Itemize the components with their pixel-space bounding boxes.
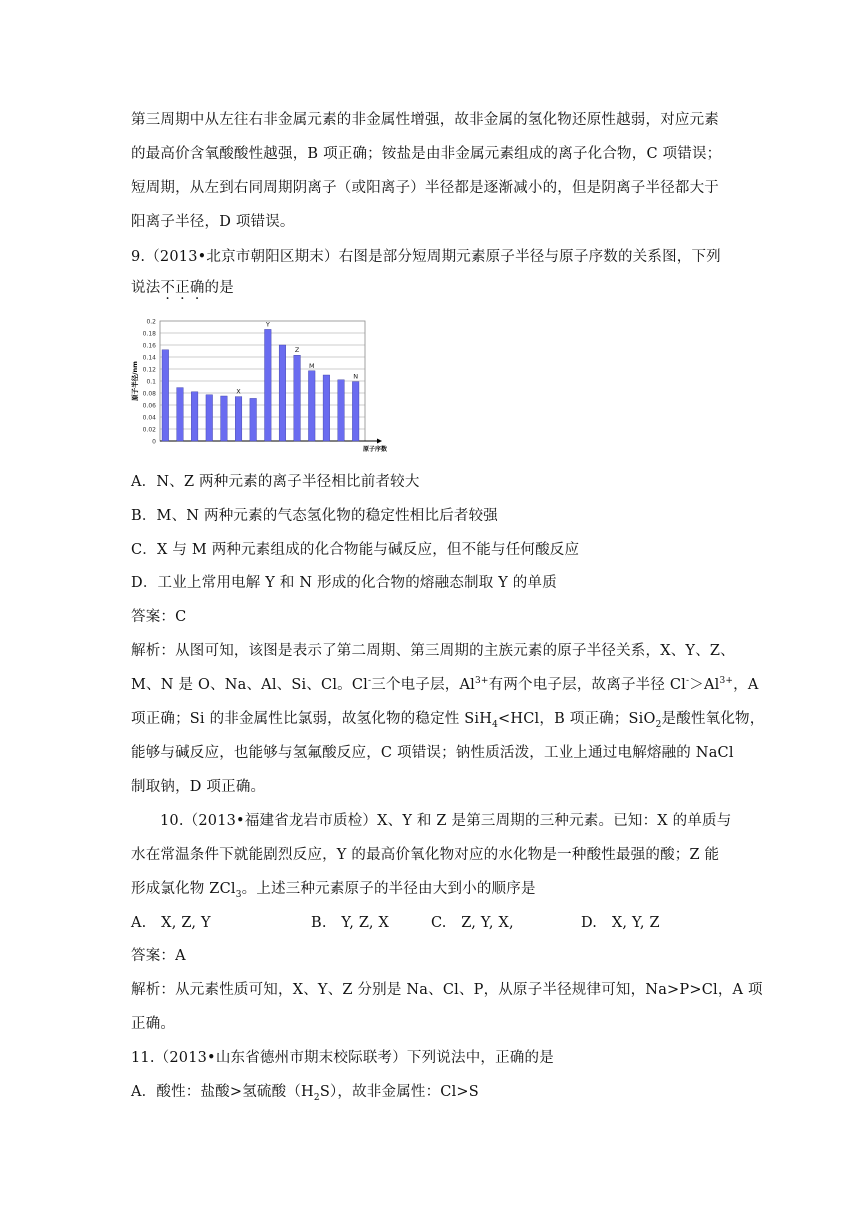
text-segment: 。上述三种元素原子的半径由大到小的顺序是 — [241, 881, 536, 897]
intro-line-4: 阳离子半径，D 项错误。 — [131, 214, 295, 230]
superscript: - — [368, 676, 372, 687]
bar — [177, 388, 184, 441]
bar — [323, 375, 330, 441]
y-tick-label: 0.16 — [142, 342, 156, 350]
subscript: 2 — [655, 719, 662, 730]
q9-stem-post: 的是 — [204, 280, 234, 296]
q9-explanation-line-2 — [131, 675, 759, 695]
intro-line-3: 短周期，从左到右同周期阴离子（或阳离子）半径都是逐渐减小的，但是阴离子半径都大于 — [131, 180, 719, 196]
text-segment: S），故非金属性：Cl>S — [319, 1084, 479, 1100]
bar — [279, 345, 286, 441]
text-segment: 项正确；Si 的非金属性比氯弱，故氢化物的稳定性 SiH — [131, 711, 493, 727]
q11-stem: 11.（2013•山东省德州市期末校际联考）下列说法中，正确的是 — [131, 1050, 554, 1066]
bar — [308, 371, 315, 441]
text-segment: 是酸性氧化物， — [661, 711, 765, 727]
q10-stem-line-2: 水在常温条件下就能剧烈反应，Y 的最高价氧化物对应的水化物是一种酸性最强的酸；Z 能 — [131, 847, 720, 863]
bar — [294, 355, 301, 441]
subscript: 4 — [492, 719, 499, 730]
q10-stem-line-1: 10.（2013•福建省龙岩市质检）X、Y 和 Z 是第三周期的三种元素。已知：X 的单质与 — [160, 813, 732, 829]
text-segment: A．酸性：盐酸>氢硫酸（H — [131, 1084, 314, 1100]
y-tick-label: 0.1 — [146, 378, 156, 386]
text-segment: <HCl，B 项正确；SiO — [498, 711, 656, 727]
y-tick-label: 0.06 — [142, 402, 156, 410]
q9-option-c: C．X 与 M 两种元素组成的化合物能与碱反应，但不能与任何酸反应 — [131, 542, 580, 558]
y-tick-label: 0.08 — [142, 390, 156, 398]
q9-answer: 答案：C — [131, 609, 187, 625]
q9-emph-2: 正 — [175, 280, 190, 296]
y-tick-label: 0.04 — [142, 414, 156, 422]
text-segment: 有两个电子层，故离子半径 Cl — [488, 677, 686, 693]
bar — [162, 350, 169, 441]
y-tick-label: 0.2 — [146, 318, 156, 326]
q10-stem-line-3 — [131, 879, 536, 899]
y-tick-label: 0.18 — [142, 330, 156, 338]
q9-stem-line-1: 9.（2013•北京市朝阳区期末）右图是部分短周期元素原子半径与原子序数的关系图，下列 — [131, 249, 721, 265]
bar — [338, 380, 345, 441]
q10-explanation-line-2: 正确。 — [131, 1016, 176, 1032]
x-axis-label: 原子序数 — [362, 446, 388, 453]
y-tick-label: 0.14 — [142, 354, 156, 362]
bar-label: Z — [294, 346, 300, 355]
q9-explanation-line-1: 解析：从图可知，该图是表示了第二周期、第三周期的主族元素的原子半径关系，X、Y、Z、 — [131, 643, 735, 659]
intro-line-1: 第三周期中从左往右非金属元素的非金属性增强，故非金属的氢化物还原性越弱，对应元素 — [131, 112, 719, 128]
q9-explanation-line-3 — [131, 709, 764, 729]
q9-option-a: A．N、Z 两种元素的离子半径相比前者较大 — [131, 474, 420, 490]
q9-option-d: D．工业上常用电解 Y 和 N 形成的化合物的熔融态制取 Y 的单质 — [131, 575, 557, 591]
q11-option-a — [131, 1082, 479, 1102]
superscript: 3+ — [474, 676, 489, 687]
q9-option-b: B．M、N 两种元素的气态氢化物的稳定性相比后者较强 — [131, 508, 498, 524]
x-axis-arrow — [377, 439, 382, 444]
bar — [221, 396, 228, 441]
atomic-radius-chart — [120, 310, 390, 455]
q10-option-b: B. Y, Z, X — [311, 915, 390, 931]
bar — [235, 397, 242, 441]
q9-emph-1: 不 — [160, 280, 176, 296]
bar — [352, 382, 359, 441]
q9-explanation-line-5: 制取钠，D 项正确。 — [131, 779, 266, 795]
q9-stem-pre: 说法 — [131, 280, 161, 296]
bar-label: N — [353, 372, 359, 381]
bar — [250, 398, 257, 441]
q10-option-c: C. Z, Y, X, — [431, 915, 514, 931]
bar-label: M — [308, 361, 315, 370]
bar — [206, 395, 213, 441]
q9-stem-line-2 — [131, 278, 234, 298]
superscript: 3+ — [719, 676, 734, 687]
q9-emph-3: 确 — [189, 280, 205, 296]
bar — [265, 329, 272, 441]
y-tick-label: 0.12 — [142, 366, 156, 374]
intro-line-2: 的最高价含氧酸酸性越强，B 项正确；铵盐是由非金属元素组成的离子化合物，C 项错误； — [131, 146, 722, 162]
text-segment: ＞Al — [689, 677, 720, 693]
q10-option-d: D. X, Y, Z — [581, 915, 660, 931]
subscript: 2 — [313, 1092, 320, 1103]
q10-explanation-line-1: 解析：从元素性质可知，X、Y、Z 分别是 Na、Cl、P，从原子半径规律可知，Na>P>Cl，A 项 — [131, 982, 763, 998]
q10-option-a: A. X, Z, Y — [131, 915, 211, 931]
text-segment: 形成氯化物 ZCl — [131, 881, 236, 897]
superscript: - — [686, 676, 690, 687]
y-tick-label: 0 — [152, 438, 156, 446]
bar-label: X — [236, 387, 241, 396]
text-segment: ，A — [733, 677, 759, 693]
q9-explanation-line-4: 能够与碱反应，也能够与氢氟酸反应，C 项错误；钠性质活泼，工业上通过电解熔融的 NaCl — [131, 745, 734, 761]
subscript: 3 — [235, 889, 242, 900]
y-tick-label: 0.02 — [142, 426, 156, 434]
text-segment: M、N 是 O、Na、Al、Si、Cl。Cl — [131, 677, 369, 693]
bar-label: Y — [265, 320, 270, 329]
q10-answer: 答案：A — [131, 948, 186, 964]
y-axis-label: 原子半径/nm — [131, 361, 139, 401]
text-segment: 三个电子层，Al — [371, 677, 475, 693]
q10-options — [131, 913, 660, 933]
bar — [191, 392, 198, 441]
